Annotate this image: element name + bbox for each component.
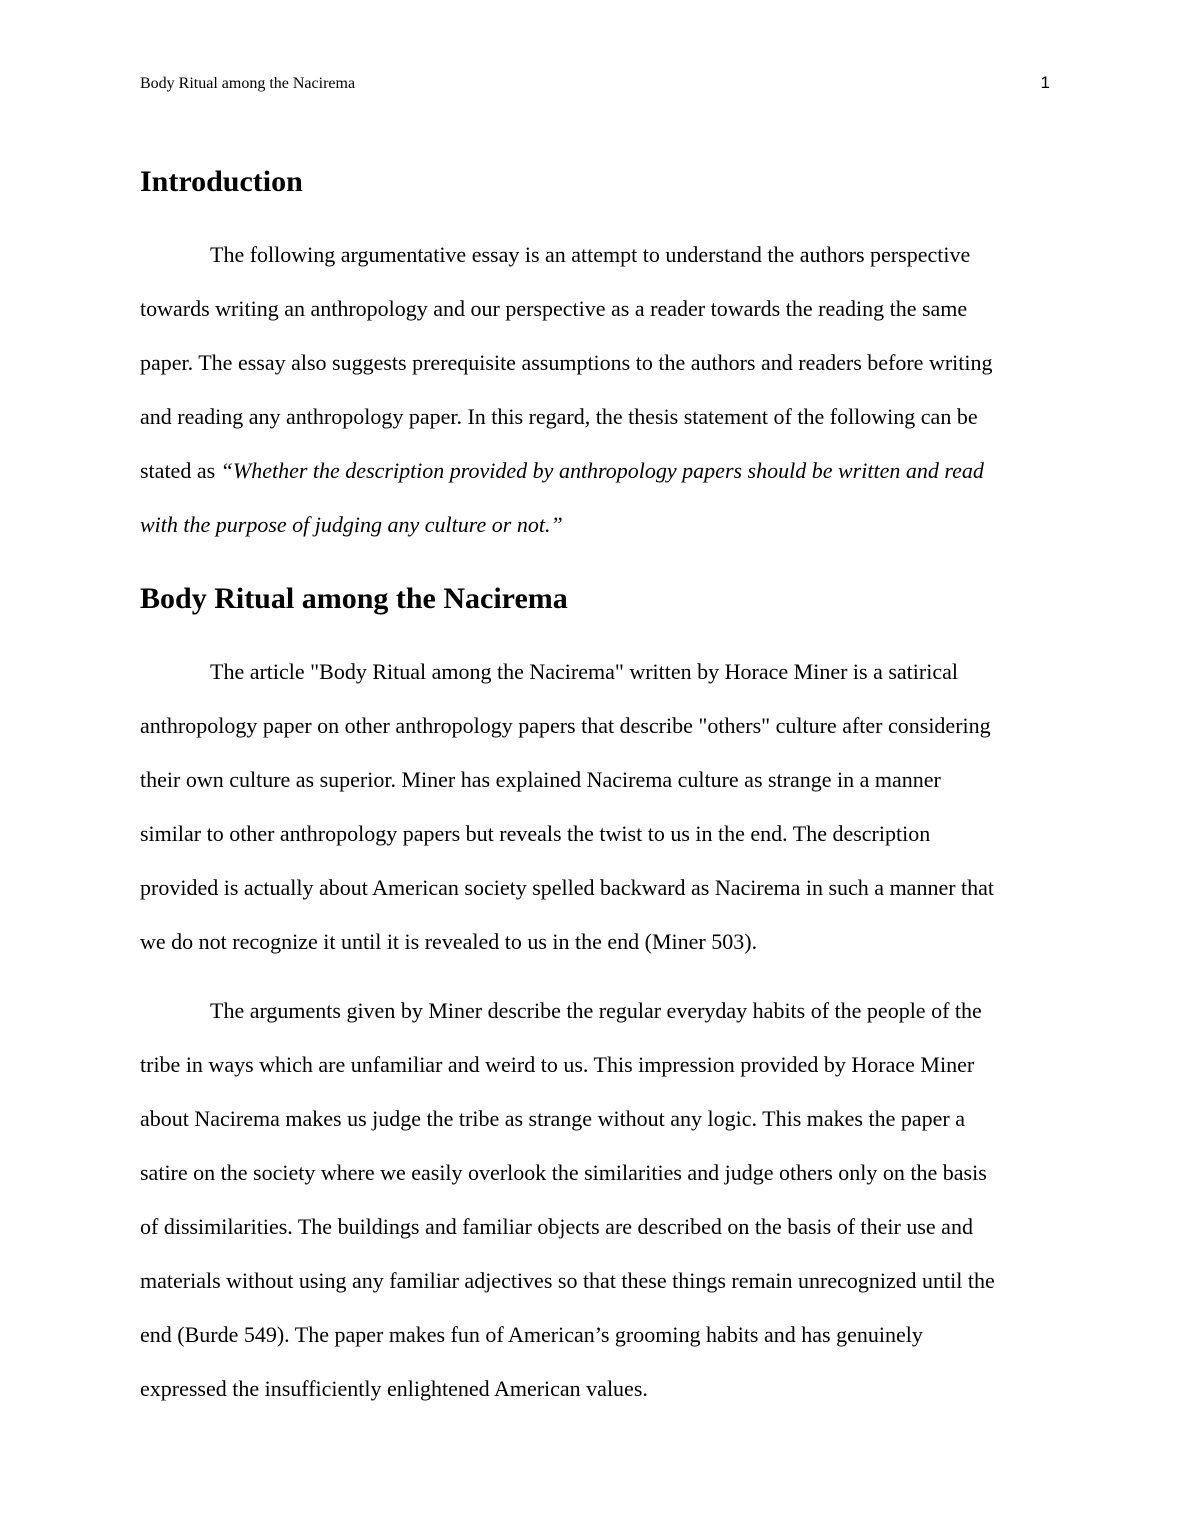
paragraph-line: provided is actually about American society spelled backward as Nacirema in such a manner that bbox=[140, 875, 995, 900]
paragraph-introduction bbox=[140, 228, 1050, 552]
page-number: 1 bbox=[1040, 73, 1050, 92]
paragraph-line: and reading any anthropology paper. In this regard, the thesis statement of the following can be bbox=[140, 404, 978, 429]
paragraph-line: tribe in ways which are unfamiliar and weird to us. This impression provided by Horace Miner bbox=[140, 1052, 975, 1077]
section-heading-introduction: Introduction bbox=[140, 165, 303, 198]
paragraph-line: anthropology paper on other anthropology papers that describe "others" culture after considering bbox=[140, 713, 991, 738]
paragraph-body-2 bbox=[140, 984, 1050, 1416]
paragraph-line: about Nacirema makes us judge the tribe as strange without any logic. This makes the paper a bbox=[140, 1106, 965, 1131]
paragraph-line: expressed the insufficiently enlightened American values. bbox=[140, 1376, 648, 1401]
paragraph-line: The following argumentative essay is an attempt to understand the authors perspective bbox=[210, 242, 971, 267]
document-body bbox=[140, 162, 1050, 1416]
thesis-statement: “Whether the description provided by anthropology papers should be written and read bbox=[220, 458, 984, 483]
paragraph-line: towards writing an anthropology and our perspective as a reader towards the reading the same bbox=[140, 296, 968, 321]
paragraph-line: The article "Body Ritual among the Nacirema" written by Horace Miner is a satirical bbox=[210, 659, 958, 684]
running-head: Body Ritual among the Nacirema bbox=[140, 75, 356, 92]
paragraph-line: similar to other anthropology papers but reveals the twist to us in the end. The description bbox=[140, 821, 931, 846]
paragraph-line: materials without using any familiar adjectives so that these things remain unrecognized until the bbox=[140, 1268, 995, 1293]
thesis-statement-continued: with the purpose of judging any culture or not.” bbox=[140, 512, 563, 537]
paragraph-line-thesis bbox=[140, 444, 1050, 498]
paragraph-line: of dissimilarities. The buildings and familiar objects are described on the basis of their use and bbox=[140, 1214, 973, 1239]
paragraph-line: we do not recognize it until it is revealed to us in the end (Miner 503). bbox=[140, 929, 758, 954]
paragraph-body-1 bbox=[140, 645, 1050, 969]
paragraph-line: paper. The essay also suggests prerequisite assumptions to the authors and readers before writing bbox=[140, 350, 993, 375]
paragraph-line: The arguments given by Miner describe the regular everyday habits of the people of the bbox=[210, 998, 982, 1023]
paragraph-line: their own culture as superior. Miner has explained Nacirema culture as strange in a manner bbox=[140, 767, 941, 792]
paragraph-line: end (Burde 549). The paper makes fun of American’s grooming habits and has genuinely bbox=[140, 1322, 923, 1347]
section-heading-body-ritual: Body Ritual among the Nacirema bbox=[140, 582, 568, 615]
thesis-prefix: stated as bbox=[140, 458, 221, 483]
paragraph-line: satire on the society where we easily overlook the similarities and judge others only on the basis bbox=[140, 1160, 987, 1185]
